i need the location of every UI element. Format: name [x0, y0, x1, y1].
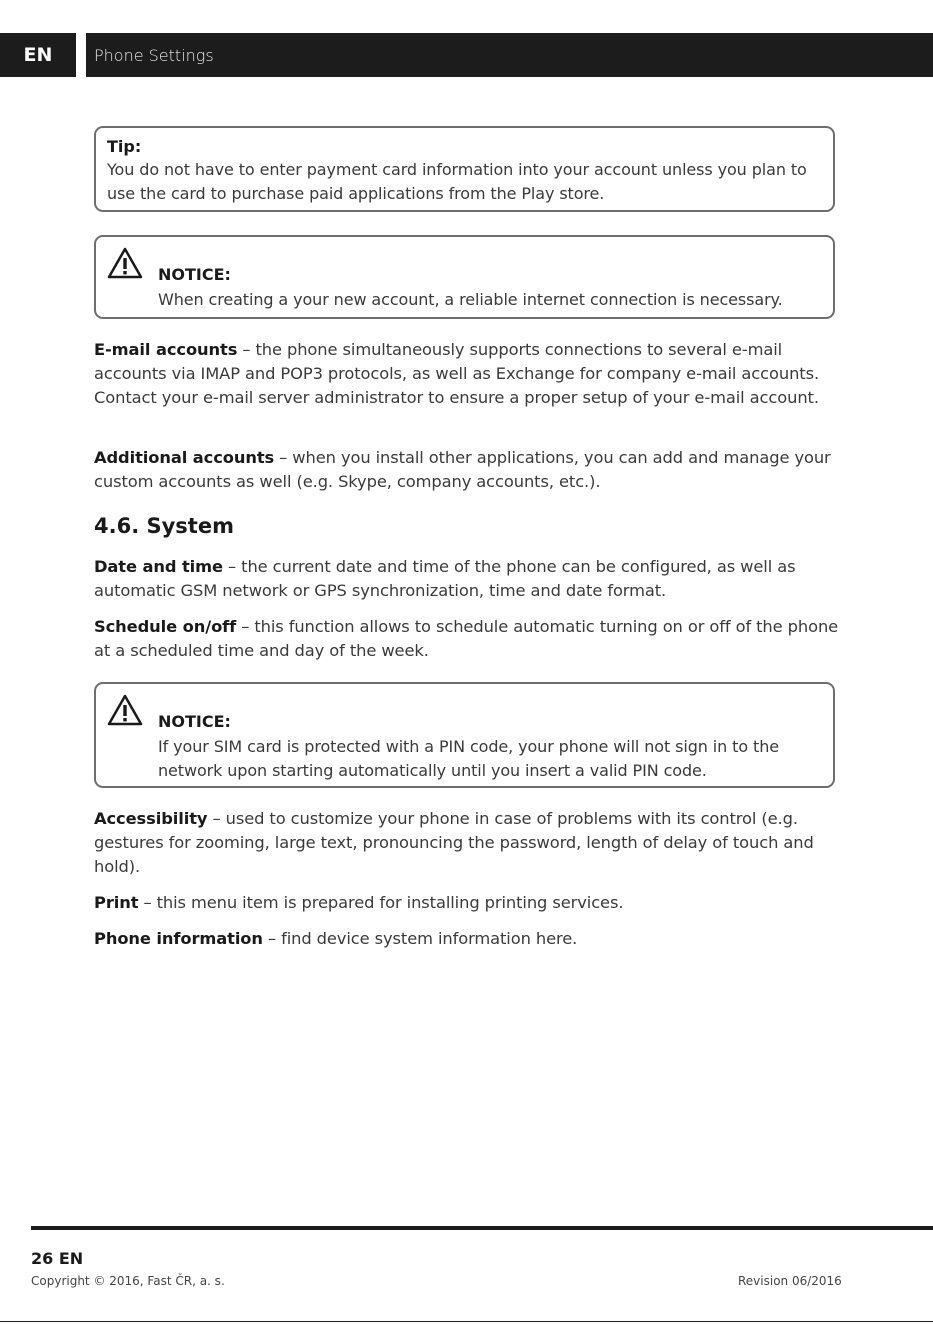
tip-box — [94, 126, 835, 212]
date-time-text: – the current date and time of the phone can be configured, as well as automatic GSM network or GPS synchronization, time and date format. — [94, 557, 796, 600]
date-time-term: Date and time — [94, 557, 223, 576]
additional-accounts-text: – when you install other applications, you can add and manage your custom accounts as well (e.g. Skype, company accounts, etc.). — [94, 448, 831, 491]
phone-information-term: Phone information — [94, 929, 263, 948]
tip-label: Tip: — [107, 137, 142, 156]
accessibility-paragraph — [94, 807, 839, 879]
section-bar — [86, 33, 933, 77]
copyright-text: Copyright © 2016, Fast ČR, a. s. — [31, 1274, 225, 1288]
schedule-paragraph — [94, 615, 839, 663]
accessibility-term: Accessibility — [94, 809, 208, 828]
email-accounts-paragraph — [94, 338, 839, 410]
print-text: – this menu item is prepared for installing printing services. — [138, 893, 624, 912]
revision-text: Revision 06/2016 — [738, 1274, 842, 1288]
print-paragraph — [94, 891, 839, 915]
section-title: Phone Settings — [94, 46, 214, 65]
email-accounts-text: – the phone simultaneously supports connections to several e-mail accounts via IMAP and POP3 protocols, as well as Exchange for company e-mail accounts. Contact your e-mail server administrator to ensure a proper setup of your e-mail account. — [94, 340, 820, 407]
page-number: 26 EN — [31, 1249, 84, 1268]
schedule-text: – this function allows to schedule automatic turning on or off of the phone at a scheduled time and day of the week. — [94, 617, 839, 660]
bottom-divider — [0, 1321, 933, 1322]
page-header — [0, 33, 933, 77]
language-tab: EN — [0, 33, 76, 77]
footer-rule — [31, 1226, 933, 1230]
additional-accounts-term: Additional accounts — [94, 448, 275, 467]
notice-label: NOTICE: — [158, 712, 231, 731]
warning-triangle-icon — [107, 247, 143, 279]
accessibility-text: – used to customize your phone in case of problems with its control (e.g. gestures for zooming, large text, pronouncing the password, length of delay of touch and hold). — [94, 809, 814, 876]
print-term: Print — [94, 893, 139, 912]
additional-accounts-paragraph — [94, 446, 839, 494]
notice-label: NOTICE: — [158, 265, 231, 284]
warning-triangle-icon — [107, 694, 143, 726]
notice-box-account — [94, 235, 835, 319]
notice-text: If your SIM card is protected with a PIN code, your phone will not sign in to the network upon starting automatically until you insert a valid PIN code. — [158, 737, 779, 780]
phone-information-text: – find device system information here. — [262, 929, 578, 948]
tip-text: You do not have to enter payment card information into your account unless you plan to use the card to purchase paid applications from the Play store. — [107, 160, 807, 203]
notice-text: When creating a your new account, a reliable internet connection is necessary. — [158, 290, 783, 309]
date-time-paragraph — [94, 555, 839, 603]
system-heading: 4.6. System — [94, 514, 234, 538]
email-accounts-term: E-mail accounts — [94, 340, 238, 359]
notice-box-sim — [94, 682, 835, 788]
schedule-term: Schedule on/off — [94, 617, 237, 636]
phone-information-paragraph — [94, 927, 839, 951]
